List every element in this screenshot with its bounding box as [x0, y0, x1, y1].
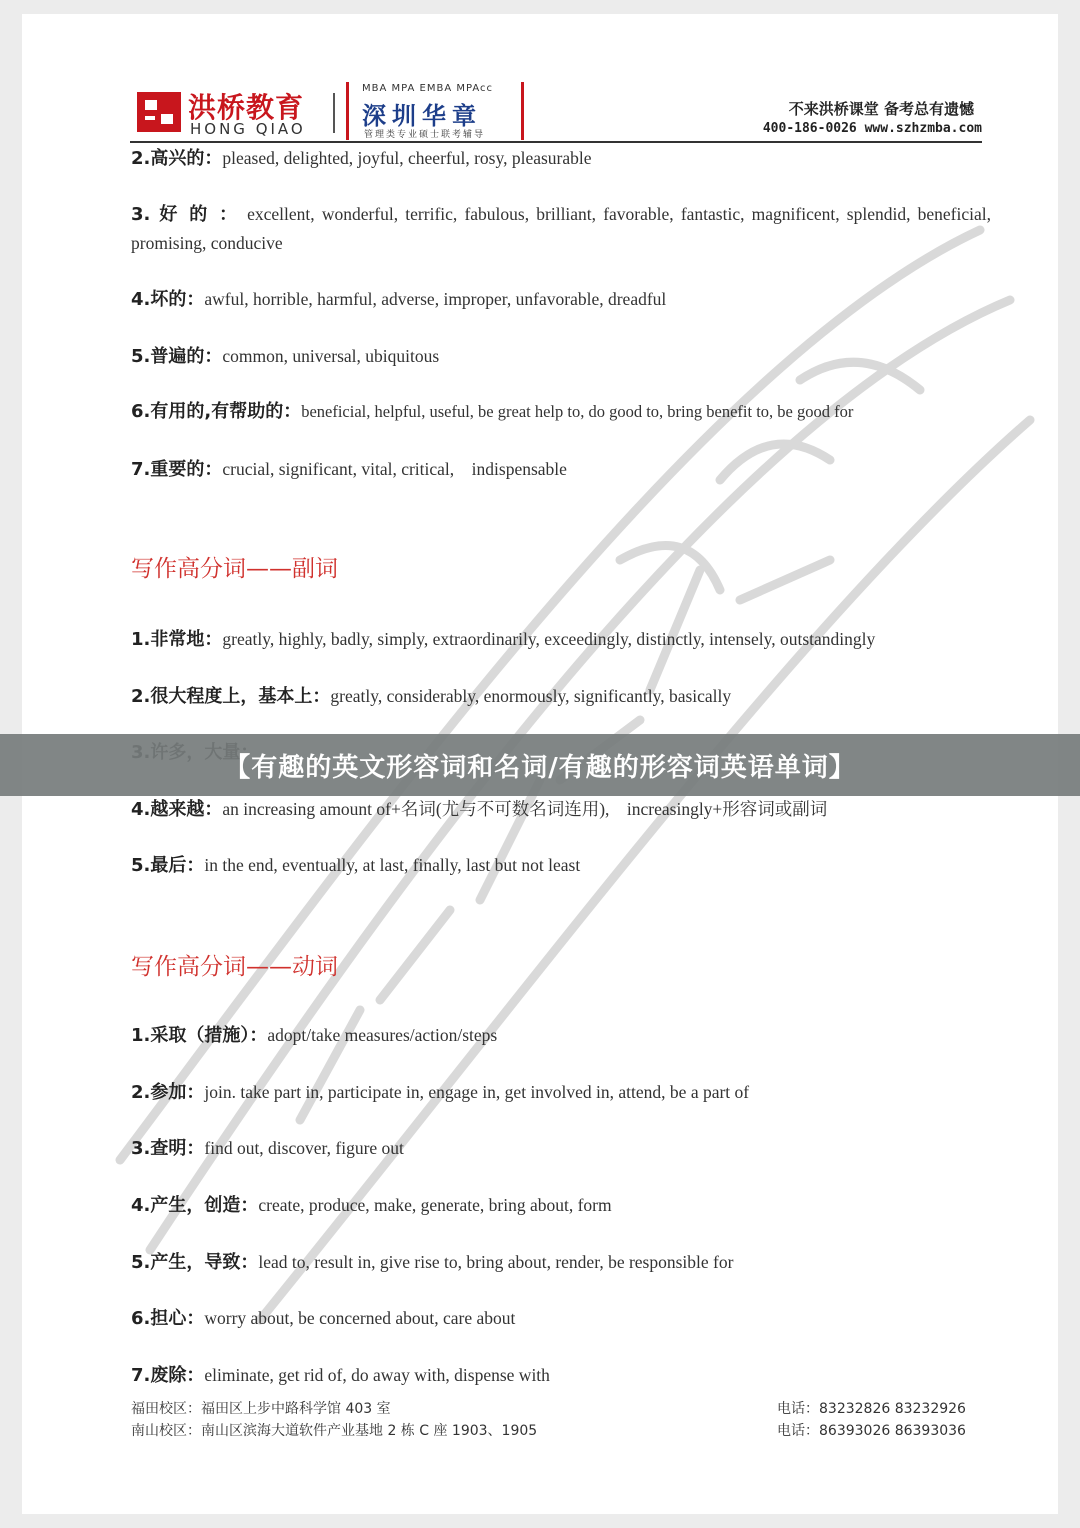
footer-phone: 电话：86393026 86393036 [777, 1423, 966, 1439]
item-words: adopt/take measures/action/steps [267, 1025, 498, 1045]
brand-subtitle: 管理类专业硕士联考辅导 [364, 130, 486, 140]
item-label: 6.担心： [131, 1308, 205, 1329]
item-label: 4.产生，创造： [131, 1195, 259, 1216]
item-label: 4.坏的： [131, 289, 205, 310]
header-slogan: 不来洪桥课堂 备考总有遗憾 [788, 100, 974, 118]
adverb-item [131, 625, 991, 654]
item-label: 5.普遍的： [131, 346, 223, 367]
verb-item [131, 1361, 991, 1390]
brand-name: 深圳华章 [362, 102, 482, 130]
item-label: 3.查明： [131, 1138, 205, 1159]
item-label: 2.参加： [131, 1082, 205, 1103]
item-label: 7.废除： [131, 1365, 205, 1386]
verb-item [131, 1304, 991, 1333]
footer-campus-futian [131, 1398, 981, 1418]
adjective-item [131, 455, 991, 484]
document-header [0, 0, 1080, 150]
logo-english-name: HONG QIAO [190, 120, 306, 138]
verb-item [131, 1191, 991, 1220]
overlay-title-bar [0, 734, 1080, 796]
footer-address: 福田校区：福田区上步中路科学馆 403 室 [131, 1401, 391, 1417]
adjective-item [131, 200, 991, 258]
section-title-adverbs: 写作高分词——副词 [131, 556, 338, 582]
item-words: greatly, highly, badly, simply, extraordinarily, exceedingly, distinctly, intensely, outstandingly [222, 629, 876, 649]
item-words: beneficial, helpful, useful, be great help to, do good to, bring benefit to, be good for [301, 402, 854, 421]
item-words: lead to, result in, give rise to, bring about, render, be responsible for [258, 1252, 734, 1272]
item-words: in the end, eventually, at last, finally, last but not least [204, 855, 581, 875]
section-title-verbs: 写作高分词——动词 [131, 954, 338, 980]
item-label: 7.重要的： [131, 459, 223, 480]
header-contact: 400-186-0026 www.szhzmba.com [762, 121, 982, 136]
verb-item [131, 1078, 991, 1107]
item-label: 3. 好 的 ： [131, 204, 240, 225]
logo-chinese-name: 洪桥教育 [188, 91, 305, 124]
logo-divider [333, 93, 335, 133]
item-words: pleased, delighted, joyful, cheerful, rosy, pleasurable [222, 148, 592, 168]
item-words: create, produce, make, generate, bring about, form [258, 1195, 612, 1215]
item-words: greatly, considerably, enormously, significantly, basically [330, 686, 732, 706]
item-label: 4.越来越： [131, 799, 223, 820]
footer-address: 南山校区：南山区滨海大道软件产业基地 2 栋 C 座 1903、1905 [131, 1423, 538, 1439]
item-label: 1.采取（措施）： [131, 1025, 268, 1046]
item-label: 2.很大程度上，基本上： [131, 686, 331, 707]
item-label: 5.最后： [131, 855, 205, 876]
adverb-item [131, 851, 991, 880]
item-words: eliminate, get rid of, do away with, dispense with [204, 1365, 550, 1385]
item-words: awful, horrible, harmful, adverse, improper, unfavorable, dreadful [204, 289, 667, 309]
adverb-item [131, 795, 991, 824]
item-label: 6.有用的,有帮助的： [131, 401, 302, 422]
adjective-item [131, 144, 991, 173]
header-divider [130, 141, 982, 143]
item-words: find out, discover, figure out [204, 1138, 404, 1158]
item-words: worry about, be concerned about, care about [204, 1308, 516, 1328]
item-label: 1.非常地： [131, 629, 223, 650]
footer-campus-nanshan [131, 1420, 981, 1440]
verb-item [131, 1248, 991, 1277]
item-words: common, universal, ubiquitous [222, 346, 440, 366]
item-words: join. take part in, participate in, engage in, get involved in, attend, be a part of [204, 1082, 750, 1102]
adjective-item [131, 285, 991, 314]
item-label: 5.产生，导致： [131, 1252, 259, 1273]
adverb-item [131, 682, 991, 711]
adjective-item [131, 398, 1011, 426]
brand-programs: MBA MPA EMBA MPAcc [362, 83, 494, 94]
adjective-item [131, 342, 991, 371]
verb-item [131, 1134, 991, 1163]
item-words: excellent, wonderful, terrific, fabulous, brilliant, favorable, fantastic, magnificent, splendid, beneficial, promising, conducive [131, 204, 991, 253]
item-words: crucial, significant, vital, critical, indispensable [222, 459, 567, 479]
item-label: 2.高兴的： [131, 148, 223, 169]
item-words: an increasing amount of+名词(尤与不可数名词连用), increasingly+形容词或副词 [222, 799, 828, 819]
overlay-title: 【有趣的英文形容词和名词/有趣的形容词英语单词】 [224, 752, 856, 783]
verb-item [131, 1021, 991, 1050]
hongqiao-logo-icon [135, 90, 183, 134]
footer-phone: 电话：83232826 83232926 [777, 1401, 966, 1417]
